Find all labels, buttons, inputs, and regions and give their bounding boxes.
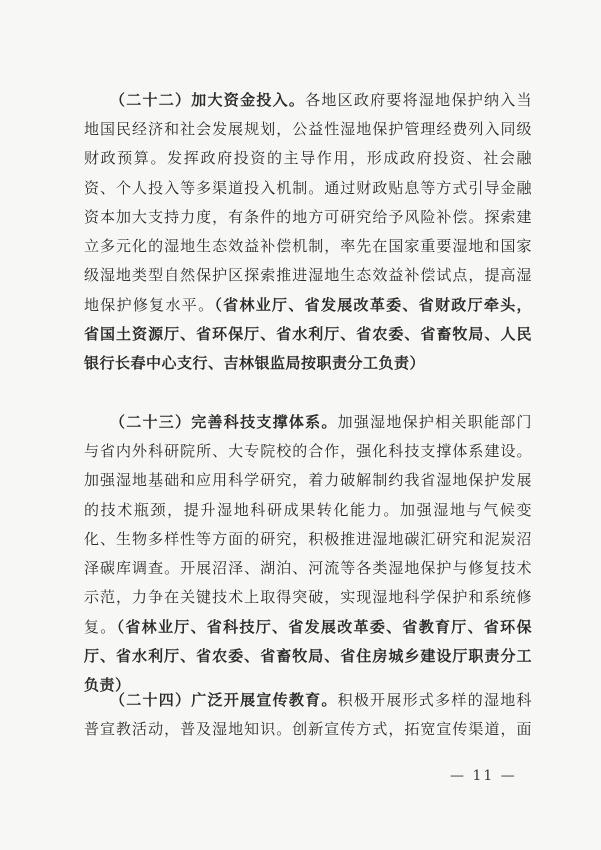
paragraph-24: [84, 686, 532, 715]
text-line: 财政预算。发挥政府投资的主导作用，形成政府投资、社会融: [84, 149, 532, 168]
paragraph-23-body: [84, 437, 532, 701]
paragraph-23: [84, 408, 532, 437]
text-line: 复。（省林业厅、省科技厅、省发展改革委、省教育厅、省环保: [84, 617, 532, 636]
responsibility-note: 银行长春中心支行、吉林银监局按职责分工负责）: [84, 354, 426, 373]
text-line: （二十二）加大资金投入。各地区政府要将湿地保护纳入当: [110, 91, 532, 109]
section-heading: （二十四）广泛开展宣传教育。: [110, 691, 338, 709]
text-line: 泽碳库调查。开展沼泽、湖泊、河流等各类湿地保护与修复技术: [84, 559, 532, 578]
paragraph-22-body: [84, 115, 532, 379]
paragraph-24-body: [84, 715, 532, 744]
responsibility-note: （省林业厅、省科技厅、省发展改革委、省教育厅、省环保: [116, 617, 532, 636]
responsibility-note: 厅、省水利厅、省农委、省畜牧局、省住房城乡建设厅职责分工: [84, 647, 532, 666]
responsibility-note: （省林业厅、省发展改革委、省财政厅牵头，: [214, 295, 532, 314]
paragraph-22: [84, 86, 532, 115]
text-line: 地国民经济和社会发展规划，公益性湿地保护管理经费列入同级: [84, 120, 532, 138]
text-line: 化、生物多样性等方面的研究，积极推进湿地碳汇研究和泥炭沼: [84, 529, 532, 548]
text-line: 的技术瓶颈，提升湿地科研成果转化能力。加强湿地与气候变: [84, 500, 532, 519]
page-number: — 11 —: [450, 768, 517, 784]
section-heading: （二十三）完善科技支撑体系。: [110, 413, 338, 431]
text-line: 地保护修复水平。（省林业厅、省发展改革委、省财政厅牵头，: [84, 295, 532, 314]
text-line: 级湿地类型自然保护区探索推进湿地生态效益补偿试点，提高湿: [84, 266, 532, 285]
text-line: 示范，力争在关键技术上取得突破，实现湿地科学保护和系统修: [84, 588, 532, 607]
responsibility-note: 省国土资源厅、省环保厅、省水利厅、省农委、省畜牧局、人民: [84, 325, 532, 344]
text-line: 加强湿地基础和应用科学研究，着力破解制约我省湿地保护发展: [84, 471, 532, 490]
text-line: 资、个人投入等多渠道投入机制。通过财政贴息等方式引导金融: [84, 178, 532, 197]
section-heading: （二十二）加大资金投入。: [110, 91, 306, 109]
text-line: （二十三）完善科技支撑体系。加强湿地保护相关职能部门: [110, 413, 532, 431]
text-line: （二十四）广泛开展宣传教育。积极开展形式多样的湿地科: [110, 691, 532, 709]
text-line: 普宣教活动，普及湿地知识。创新宣传方式，拓宽宣传渠道，面: [84, 720, 532, 738]
responsibility-note: 负责）: [84, 676, 131, 695]
text-line: 资本加大支持力度，有条件的地方可研究给予风险补偿。探索建: [84, 207, 532, 226]
text-line: 立多元化的湿地生态效益补偿机制，率先在国家重要湿地和国家: [84, 237, 532, 256]
text-line: 与省内外科研院所、大专院校的合作，强化科技支撑体系建设。: [84, 442, 532, 460]
